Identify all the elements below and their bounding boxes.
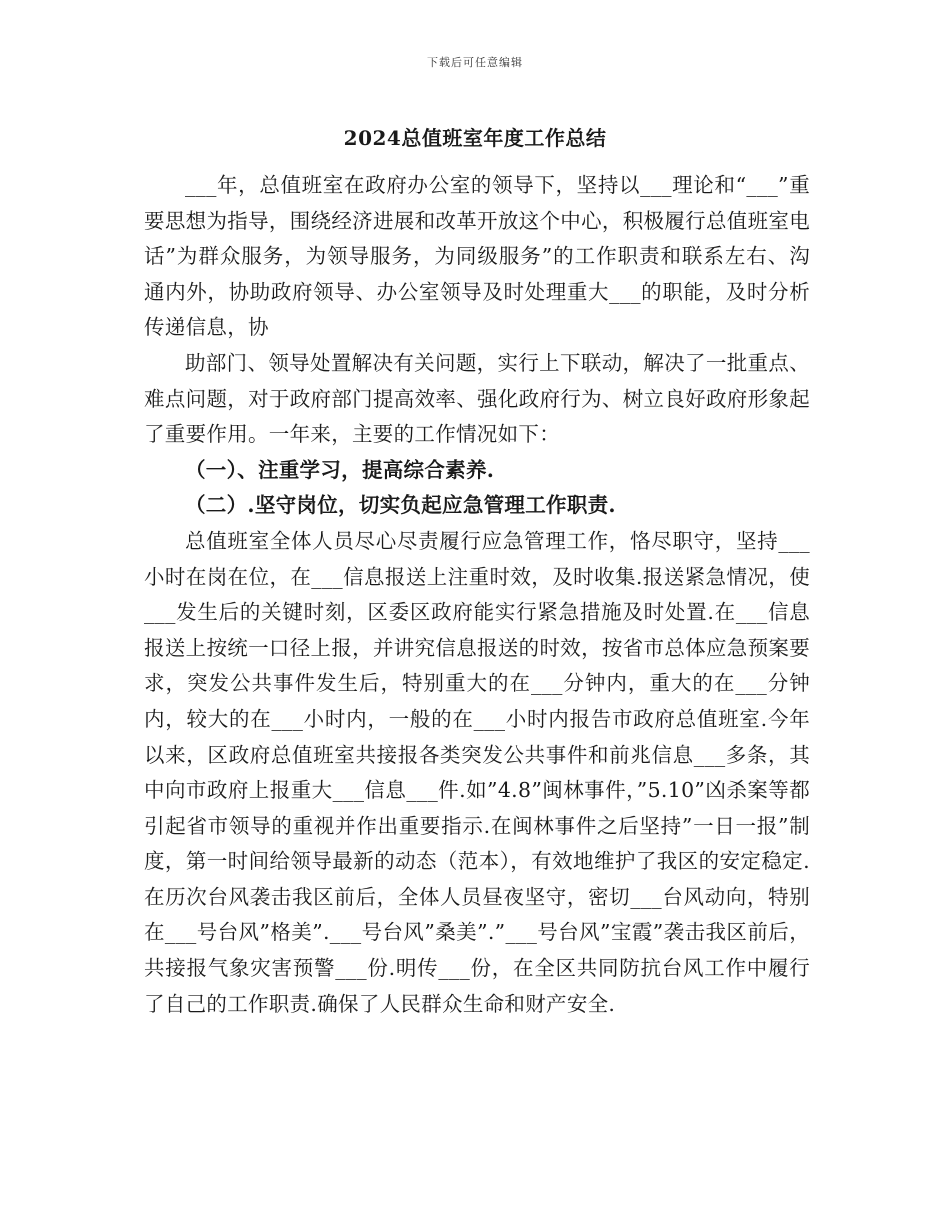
body-paragraph-emergency: 总值班室全体人员尽心尽责履行应急管理工作，恪尽职守，坚持___小时在岗在位，在___信息报送上注重时效，及时收集.报送紧急情况，使___发生后的关键时刻，区委区政府能实行紧急措施及时处置.在___信息报送上按统一口径上报，并讲究信息报送的时效，按省市总体应急预案要求，突发公共事件发生后，特别重大的在___分钟内，重大的在___分钟内，较大的在___小时内，一般的在___小时内报告市政府总值班室.今年以来，区政府总值班室共接报各类突发公共事件和前兆信息___多条，其中向市政府上报重大___信息___件.如”4.8”闽林事件，”5.10”凶杀案等都引起省市领导的重视并作出重要指示.在闽林事件之后坚持”一日一报”制度，第一时间给领导最新的动态（范本），有效地维护了我区的安定稳定.在历次台风袭击我区前后，全体人员昼夜坚守，密切___台风动向，特别在___号台风”格美”.___号台风”桑美”.”___号台风”宝霞”袭击我区前后，共接报气象灾害预警___份.明传___份，在全区共同防抗台风工作中履行了自己的工作职责.确保了人民群众生命和财产安全.: [144, 528, 810, 1016]
section-heading-duty: （二）.坚守岗位，切实负起应急管理工作职责.: [185, 493, 616, 518]
document-title: 2024总值班室年度工作总结: [343, 126, 607, 150]
page-header-note: 下载后可任意编辑: [427, 56, 523, 69]
body-paragraph-continuation: 助部门、领导处置解决有关问题，实行上下联动，解决了一批重点、难点问题，对于政府部门提高效率、强化政府行为、树立良好政府形象起了重要作用。一年来，主要的工作情况如下：: [144, 350, 810, 447]
document-body: [144, 168, 810, 1022]
body-paragraph-intro: ___年，总值班室在政府办公室的领导下，坚持以___理论和“___”重要思想为指导，围绕经济进展和改革开放这个中心，积极履行总值班室电话”为群众服务，为领导服务，为同级服务”的工作职责和联系左右、沟通内外，协助政府领导、办公室领导及时处理重大___的职能，及时分析传递信息，协: [144, 173, 810, 340]
section-heading-study: （一）、注重学习，提高综合素养.: [185, 457, 495, 482]
